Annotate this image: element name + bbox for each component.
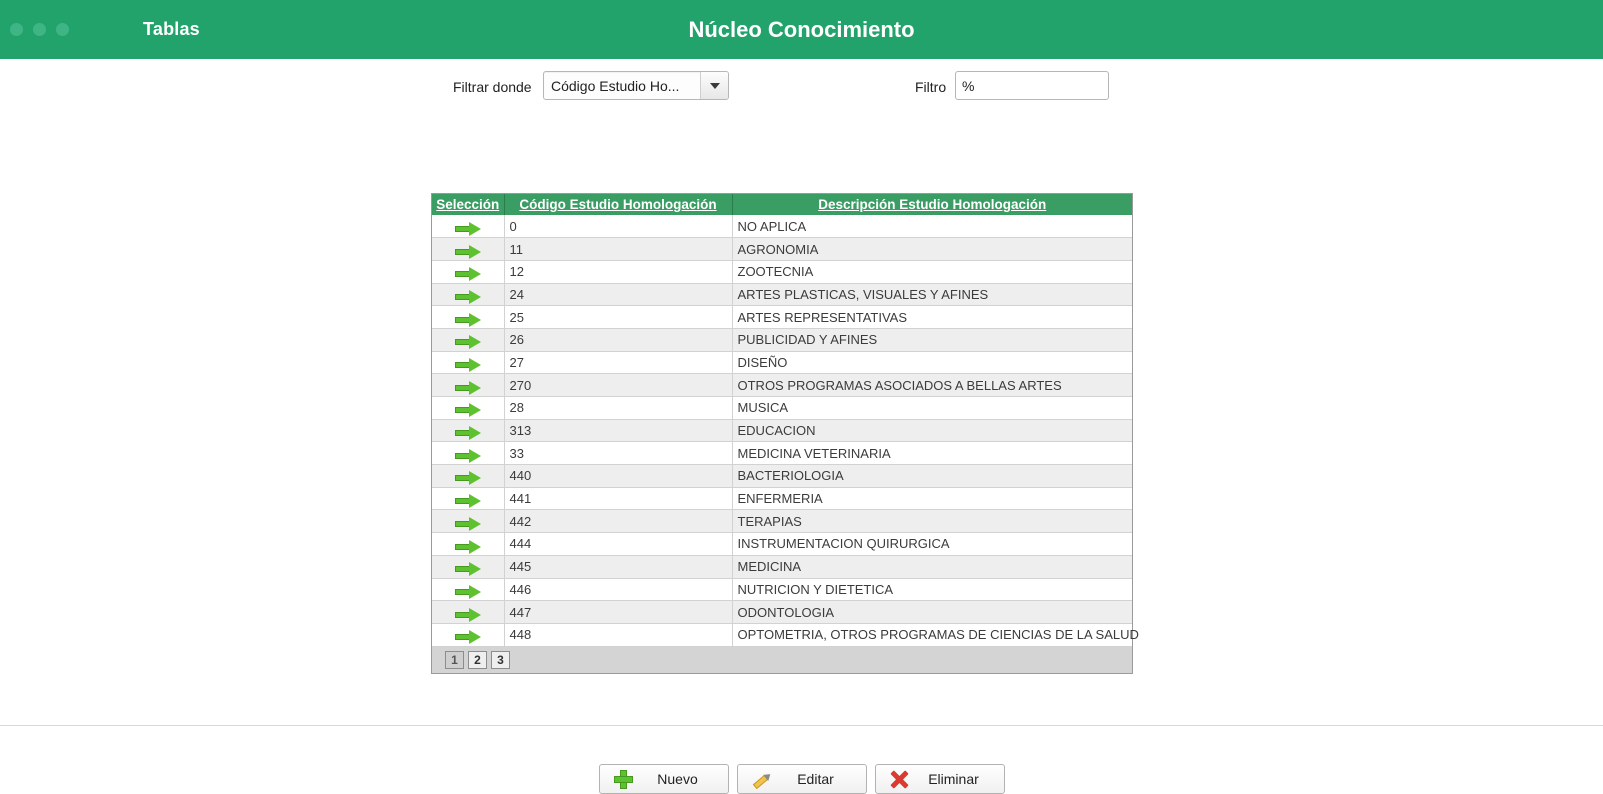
cell-codigo: 33 <box>504 442 732 465</box>
table-row[interactable] <box>432 397 1132 420</box>
pagination[interactable] <box>445 651 1131 669</box>
table-header-row <box>432 194 1132 215</box>
green-arrow-icon[interactable] <box>455 359 481 370</box>
cell-descripcion: ODONTOLOGIA <box>732 601 1132 624</box>
row-select-cell[interactable] <box>432 510 504 533</box>
cell-codigo: 26 <box>504 328 732 351</box>
green-arrow-icon[interactable] <box>455 450 481 461</box>
green-arrow-icon[interactable] <box>455 495 481 506</box>
window-controls[interactable] <box>0 23 69 36</box>
action-bar <box>0 764 1603 794</box>
footer-divider <box>0 725 1603 726</box>
table-row[interactable] <box>432 465 1132 488</box>
table-row[interactable] <box>432 351 1132 374</box>
table-row[interactable] <box>432 601 1132 624</box>
filter-field-select[interactable] <box>543 71 729 100</box>
row-select-cell[interactable] <box>432 465 504 488</box>
cell-descripcion: PUBLICIDAD Y AFINES <box>732 328 1132 351</box>
close-window-dot[interactable] <box>10 23 23 36</box>
green-arrow-icon[interactable] <box>455 541 481 552</box>
cell-codigo: 25 <box>504 306 732 329</box>
table-row[interactable] <box>432 419 1132 442</box>
table-row[interactable] <box>432 623 1132 646</box>
page-button-1[interactable]: 1 <box>445 651 464 669</box>
green-arrow-icon[interactable] <box>455 291 481 302</box>
cell-codigo: 270 <box>504 374 732 397</box>
filter-field-select-value: Código Estudio Ho... <box>551 77 680 94</box>
row-select-cell[interactable] <box>432 487 504 510</box>
cell-descripcion: TERAPIAS <box>732 510 1132 533</box>
cell-descripcion: ARTES PLASTICAS, VISUALES Y AFINES <box>732 283 1132 306</box>
cell-codigo: 11 <box>504 238 732 261</box>
cell-descripcion: OTROS PROGRAMAS ASOCIADOS A BELLAS ARTES <box>732 374 1132 397</box>
pagination-row <box>432 646 1132 673</box>
new-button[interactable] <box>599 764 729 794</box>
cell-descripcion: AGRONOMIA <box>732 238 1132 261</box>
row-select-cell[interactable] <box>432 328 504 351</box>
cell-codigo: 28 <box>504 397 732 420</box>
plus-icon <box>614 770 633 789</box>
cell-codigo: 442 <box>504 510 732 533</box>
green-arrow-icon[interactable] <box>455 427 481 438</box>
app-label: Tablas <box>143 19 200 39</box>
table-row[interactable] <box>432 578 1132 601</box>
delete-button-label: Eliminar <box>928 771 979 787</box>
row-select-cell[interactable] <box>432 351 504 374</box>
edit-button[interactable] <box>737 764 867 794</box>
table-row[interactable] <box>432 510 1132 533</box>
table-row[interactable] <box>432 374 1132 397</box>
row-select-cell[interactable] <box>432 283 504 306</box>
green-arrow-icon[interactable] <box>455 223 481 234</box>
cell-descripcion: ARTES REPRESENTATIVAS <box>732 306 1132 329</box>
table-row[interactable] <box>432 238 1132 261</box>
row-select-cell[interactable] <box>432 238 504 261</box>
cell-descripcion: INSTRUMENTACION QUIRURGICA <box>732 533 1132 556</box>
chevron-down-icon[interactable] <box>700 72 728 99</box>
cell-descripcion: BACTERIOLOGIA <box>732 465 1132 488</box>
green-arrow-icon[interactable] <box>455 518 481 529</box>
green-arrow-icon[interactable] <box>455 472 481 483</box>
green-arrow-icon[interactable] <box>455 246 481 257</box>
edit-button-label: Editar <box>797 771 834 787</box>
green-arrow-icon[interactable] <box>455 609 481 620</box>
row-select-cell[interactable] <box>432 419 504 442</box>
page-title: Núcleo Conocimiento <box>688 16 915 42</box>
cell-codigo: 440 <box>504 465 732 488</box>
cell-descripcion: MEDICINA VETERINARIA <box>732 442 1132 465</box>
page-button-2[interactable]: 2 <box>468 651 487 669</box>
green-arrow-icon[interactable] <box>455 268 481 279</box>
cell-codigo: 446 <box>504 578 732 601</box>
new-button-label: Nuevo <box>657 771 698 787</box>
results-table <box>431 193 1139 674</box>
cell-descripcion: DISEÑO <box>732 351 1132 374</box>
filter-bar <box>0 67 1603 119</box>
cell-descripcion: MUSICA <box>732 397 1132 420</box>
table-row[interactable] <box>432 487 1132 510</box>
minimize-window-dot[interactable] <box>33 23 46 36</box>
row-select-cell[interactable] <box>432 601 504 624</box>
row-select-cell[interactable] <box>432 215 504 238</box>
table-row[interactable] <box>432 283 1132 306</box>
green-arrow-icon[interactable] <box>455 631 481 642</box>
cell-codigo: 447 <box>504 601 732 624</box>
filter-where-label: Filtrar donde <box>453 79 532 95</box>
cell-codigo: 448 <box>504 623 732 646</box>
filter-label: Filtro <box>915 79 947 95</box>
table-row[interactable] <box>432 555 1132 578</box>
row-select-cell[interactable] <box>432 533 504 556</box>
table-row[interactable] <box>432 328 1132 351</box>
cell-descripcion: OPTOMETRIA, OTROS PROGRAMAS DE CIENCIAS DE LA SALUD <box>732 623 1132 646</box>
cell-descripcion: ENFERMERIA <box>732 487 1132 510</box>
column-header-descripcion[interactable]: Descripción Estudio Homologación <box>732 194 1132 215</box>
cell-descripcion: EDUCACION <box>732 419 1132 442</box>
row-select-cell[interactable] <box>432 442 504 465</box>
cell-codigo: 313 <box>504 419 732 442</box>
maximize-window-dot[interactable] <box>56 23 69 36</box>
row-select-cell[interactable] <box>432 555 504 578</box>
pencil-icon <box>752 770 771 789</box>
delete-button[interactable] <box>875 764 1005 794</box>
cell-codigo: 445 <box>504 555 732 578</box>
green-arrow-icon[interactable] <box>455 314 481 325</box>
row-select-cell[interactable] <box>432 397 504 420</box>
table-row[interactable] <box>432 260 1132 283</box>
green-arrow-icon[interactable] <box>455 336 481 347</box>
row-select-cell[interactable] <box>432 374 504 397</box>
cell-codigo: 27 <box>504 351 732 374</box>
column-header-seleccion[interactable]: Selección <box>432 194 504 215</box>
cell-codigo: 0 <box>504 215 732 238</box>
page-content <box>0 67 1603 787</box>
table-row[interactable] <box>432 306 1132 329</box>
cell-codigo: 24 <box>504 283 732 306</box>
cell-descripcion: NO APLICA <box>732 215 1132 238</box>
x-icon <box>890 770 909 789</box>
table-row[interactable] <box>432 442 1132 465</box>
filter-input[interactable] <box>955 71 1109 100</box>
cell-descripcion: NUTRICION Y DIETETICA <box>732 578 1132 601</box>
cell-codigo: 441 <box>504 487 732 510</box>
cell-codigo: 444 <box>504 533 732 556</box>
cell-codigo: 12 <box>504 260 732 283</box>
green-arrow-icon[interactable] <box>455 563 481 574</box>
green-arrow-icon[interactable] <box>455 382 481 393</box>
cell-descripcion: ZOOTECNIA <box>732 260 1132 283</box>
row-select-cell[interactable] <box>432 578 504 601</box>
cell-descripcion: MEDICINA <box>732 555 1132 578</box>
green-arrow-icon[interactable] <box>455 404 481 415</box>
table-row[interactable] <box>432 533 1132 556</box>
title-bar <box>0 0 1603 59</box>
table-row[interactable] <box>432 215 1132 238</box>
row-select-cell[interactable] <box>432 623 504 646</box>
row-select-cell[interactable] <box>432 306 504 329</box>
column-header-codigo[interactable]: Código Estudio Homologación <box>504 194 732 215</box>
page-button-3[interactable]: 3 <box>491 651 510 669</box>
row-select-cell[interactable] <box>432 260 504 283</box>
green-arrow-icon[interactable] <box>455 586 481 597</box>
